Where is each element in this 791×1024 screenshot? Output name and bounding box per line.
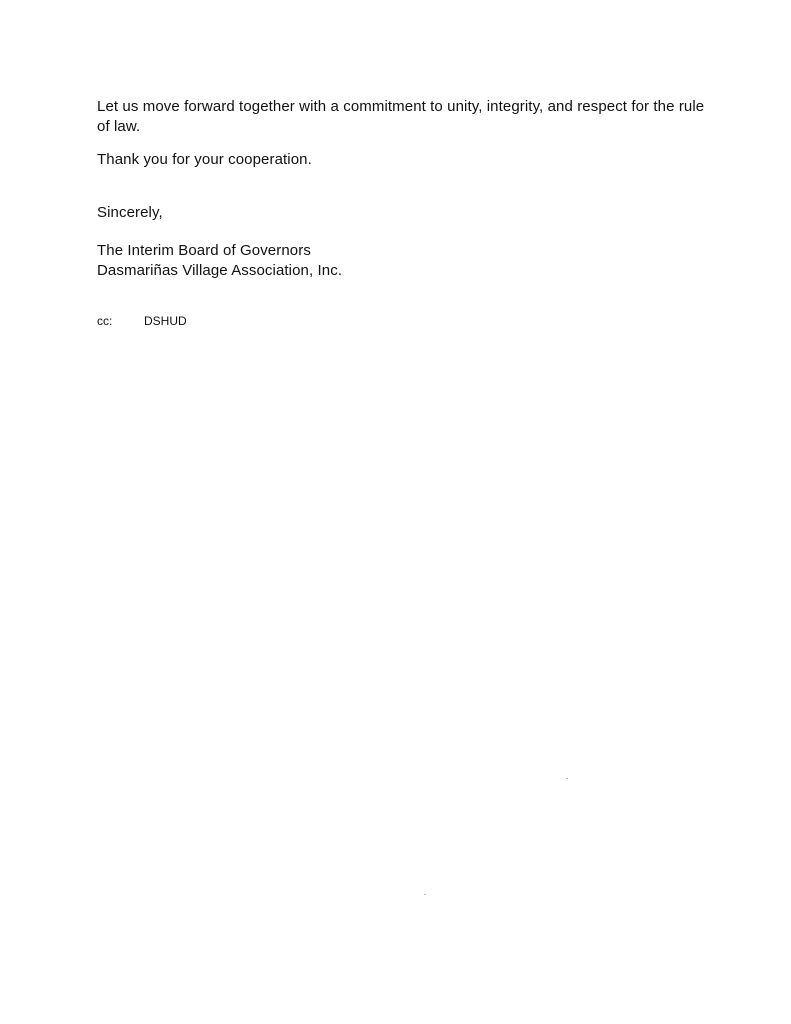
closing-paragraph: Let us move forward together with a commitment to unity, integrity, and respect for the rule of law. [97,98,705,135]
scan-speck [566,778,568,779]
closing-salutation: Sincerely, [97,204,163,221]
cc-label: cc: [97,314,113,328]
cc-recipient: DSHUD [144,314,187,328]
thank-you-paragraph: Thank you for your cooperation. [97,151,312,168]
signature-block [97,241,712,281]
signatory-line-1: The Interim Board of Governors [97,242,311,259]
signatory-line-2: Dasmariñas Village Association, Inc. [97,262,343,279]
scan-speck [424,894,426,895]
